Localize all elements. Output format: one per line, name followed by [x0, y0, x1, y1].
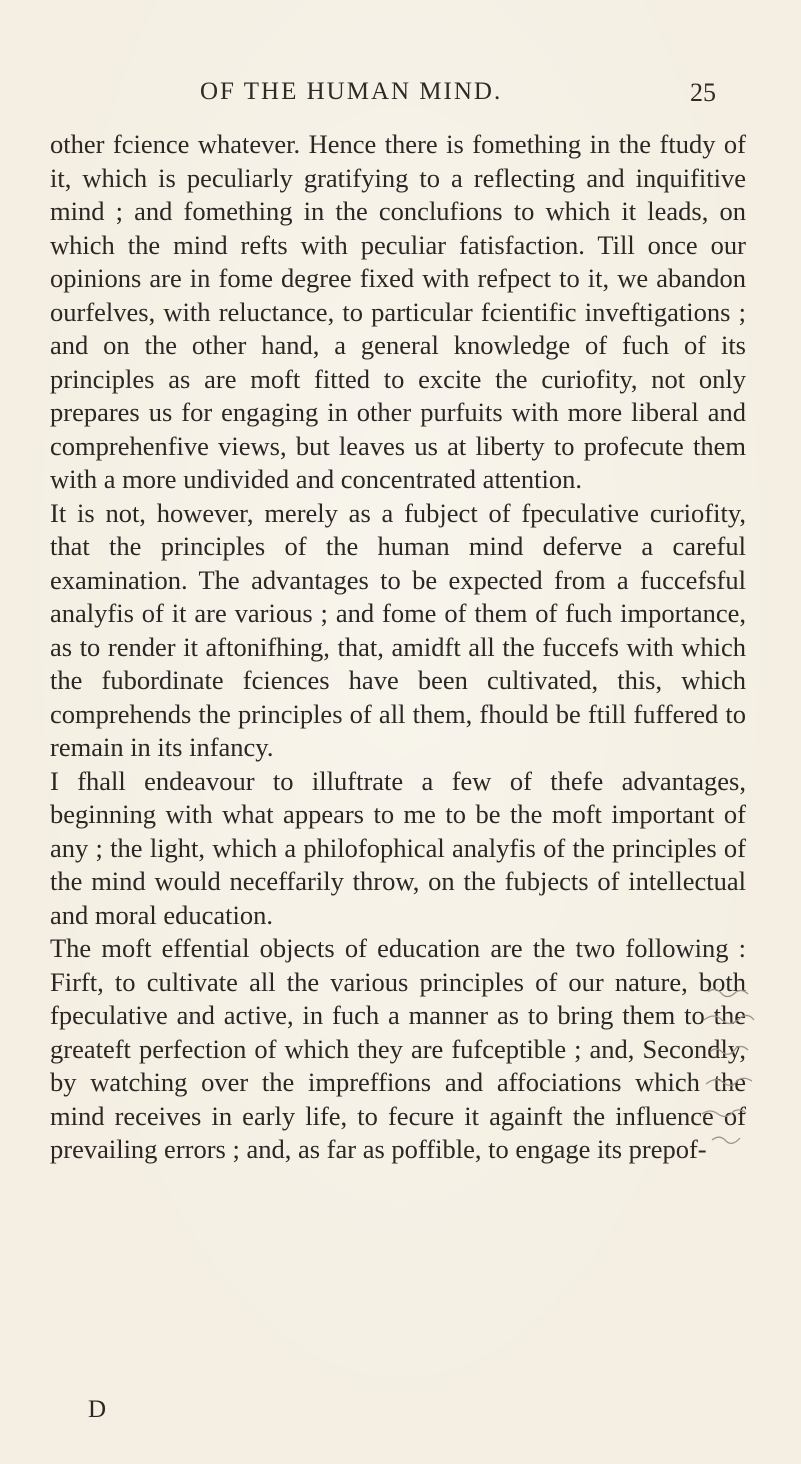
- pencil-scribble-1: [708, 989, 748, 996]
- paragraph-4: The moft effential objects of education are the two following : Firft, to cultivate all the various principles of our nature, both fpeculative and active, in fuch a manner as to bring them to the greateft perfection of which they are fufceptible ; and, Secondly, by watching over the impreffions and affociations which the mind receives in early life, to fecure it againft the influence of prevailing errors ; and, as far as poffible, to engage its prepof-: [50, 933, 746, 1164]
- pencil-scribble-3: [710, 1046, 748, 1054]
- body-text: [50, 128, 746, 1167]
- paragraph-2: It is not, however, merely as a fubject of fpeculative curiofity, that the principles of the human mind deferve a careful examination. The advantages to be expected from a fuccefsful analyfis of it are various ; and fome of them of fuch importance, as to render it aftonifhing, that, amidft all the fuccefs with which the fubordinate fciences have been cultivated, this, which comprehends the principles of all them, fhould be ftill fuffered to remain in its infancy.: [50, 497, 746, 762]
- pencil-margin-notes: [690, 980, 800, 1180]
- pencil-scribble-4: [706, 1078, 752, 1085]
- pencil-scribble-5: [702, 1110, 746, 1117]
- page-number: 25: [690, 78, 716, 107]
- pencil-scribble-2: [704, 1015, 754, 1023]
- paragraph-3: I fhall endeavour to illuftrate a few of thefe advantages, beginning with what appears to me to be the moft important of any ; the light, which a philofophical analyfis of the principles of the mind would neceffarily throw, on the fubjects of intellectual and moral education.: [50, 765, 746, 930]
- pencil-scribble-6: [712, 1137, 740, 1143]
- running-head: [0, 78, 801, 118]
- running-title: OF THE HUMAN MIND.: [200, 78, 503, 105]
- paragraph-1: other fcience whatever. Hence there is fomething in the ftudy of it, which is peculiarly gratifying to a reflecting and inquifitive mind ; and fomething in the conclufions to which it leads, on which the mind refts with peculiar fatisfaction. Till once our opinions are in fome degree fixed with refpect to it, we abandon ourfelves, with reluctance, to particular fcientific inveftigations ; and on the other hand, a general knowledge of fuch of its principles as are moft fitted to excite the curiofity, not only prepares us for engaging in other purfuits with more liberal and comprehenfive views, but leaves us at liberty to profecute them with a more undivided and concentrated attention.: [50, 129, 746, 494]
- signature-mark: D: [88, 1396, 107, 1423]
